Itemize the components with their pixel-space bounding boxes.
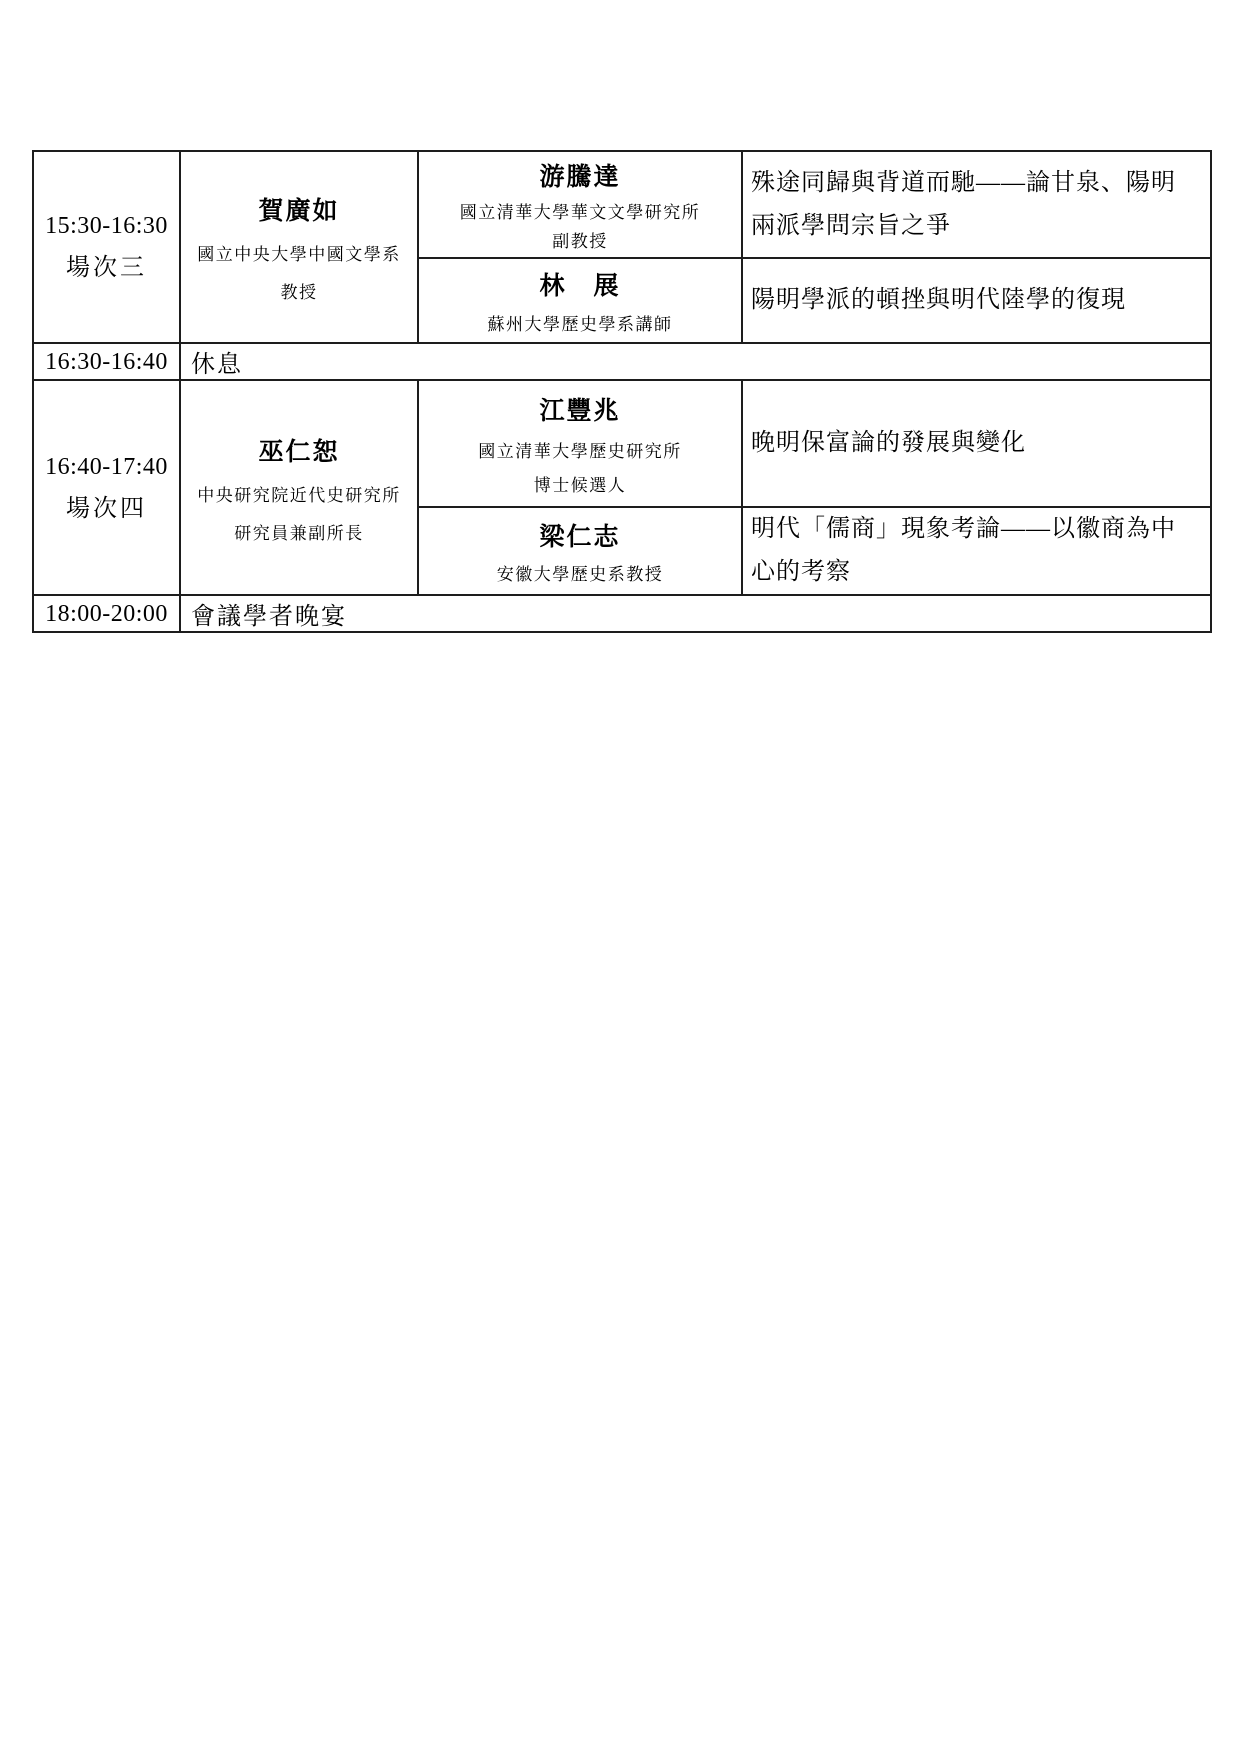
session4-paper2-speaker-cell — [418, 507, 742, 595]
dinner-time-cell — [33, 595, 180, 632]
dinner-label: 會議學者晚宴 — [191, 604, 347, 630]
session4-paper1-speaker-cell — [418, 380, 742, 507]
session4-label: 場次四 — [66, 495, 147, 522]
speaker-name: 游騰達 — [539, 163, 621, 191]
session4-paper2-title-cell — [742, 507, 1211, 595]
session3-time-cell — [33, 151, 180, 343]
session3-paper1-speaker-cell — [418, 151, 742, 258]
break-time: 16:30-16:40 — [45, 348, 168, 375]
chair-affiliation-line: 研究員兼副所長 — [234, 523, 364, 543]
table-row — [33, 380, 1211, 507]
dinner-time: 18:00-20:00 — [45, 600, 168, 627]
chair-name: 巫仁恕 — [258, 438, 340, 466]
session3-chair-cell — [180, 151, 418, 343]
session3-paper2-speaker-cell — [418, 258, 742, 343]
session4-time-cell — [33, 380, 180, 595]
table-row — [33, 151, 1211, 258]
speaker-affiliation-line: 副教授 — [552, 232, 608, 252]
speaker-name: 江豐兆 — [539, 397, 621, 425]
break-time-cell — [33, 343, 180, 380]
chair-affiliation-line: 中央研究院近代史研究所 — [197, 485, 401, 505]
speaker-affiliation-line: 國立清華大學華文文學研究所 — [459, 202, 701, 222]
break-label: 休息 — [191, 352, 243, 378]
speaker-affiliation-line: 國立清華大學歷史研究所 — [478, 441, 682, 461]
session4-time: 16:40-17:40 — [45, 453, 168, 480]
speaker-affiliation-line: 安徽大學歷史系教授 — [496, 565, 664, 585]
paper-title: 殊途同歸與背道而馳——論甘泉、陽明兩派學問宗旨之爭 — [751, 169, 1176, 239]
session3-label: 場次三 — [66, 255, 147, 281]
speaker-affiliation-line: 博士候選人 — [533, 476, 627, 496]
session3-time: 15:30-16:30 — [45, 213, 168, 239]
session3-paper1-title-cell — [742, 151, 1211, 258]
speaker-name: 梁仁志 — [539, 523, 621, 551]
session4-paper1-title-cell — [742, 380, 1211, 507]
table-row — [33, 343, 1211, 380]
dinner-label-cell — [180, 595, 1211, 632]
chair-affiliation-line: 國立中央大學中國文學系 — [197, 245, 401, 264]
conference-schedule-table — [32, 150, 1212, 633]
paper-title: 晚明保富論的發展與變化 — [751, 430, 1026, 456]
chair-name: 賀廣如 — [258, 198, 340, 225]
chair-affiliation-line: 教授 — [280, 283, 318, 302]
session3-paper2-title-cell — [742, 258, 1211, 343]
table-row — [33, 595, 1211, 632]
session4-chair-cell — [180, 380, 418, 595]
paper-title: 陽明學派的頓挫與明代陸學的復現 — [751, 287, 1126, 313]
break-label-cell — [180, 343, 1211, 380]
speaker-affiliation-line: 蘇州大學歷史學系講師 — [487, 314, 673, 334]
paper-title: 明代「儒商」現象考論——以徽商為中心的考察 — [751, 516, 1176, 585]
speaker-name: 林 展 — [539, 273, 621, 301]
